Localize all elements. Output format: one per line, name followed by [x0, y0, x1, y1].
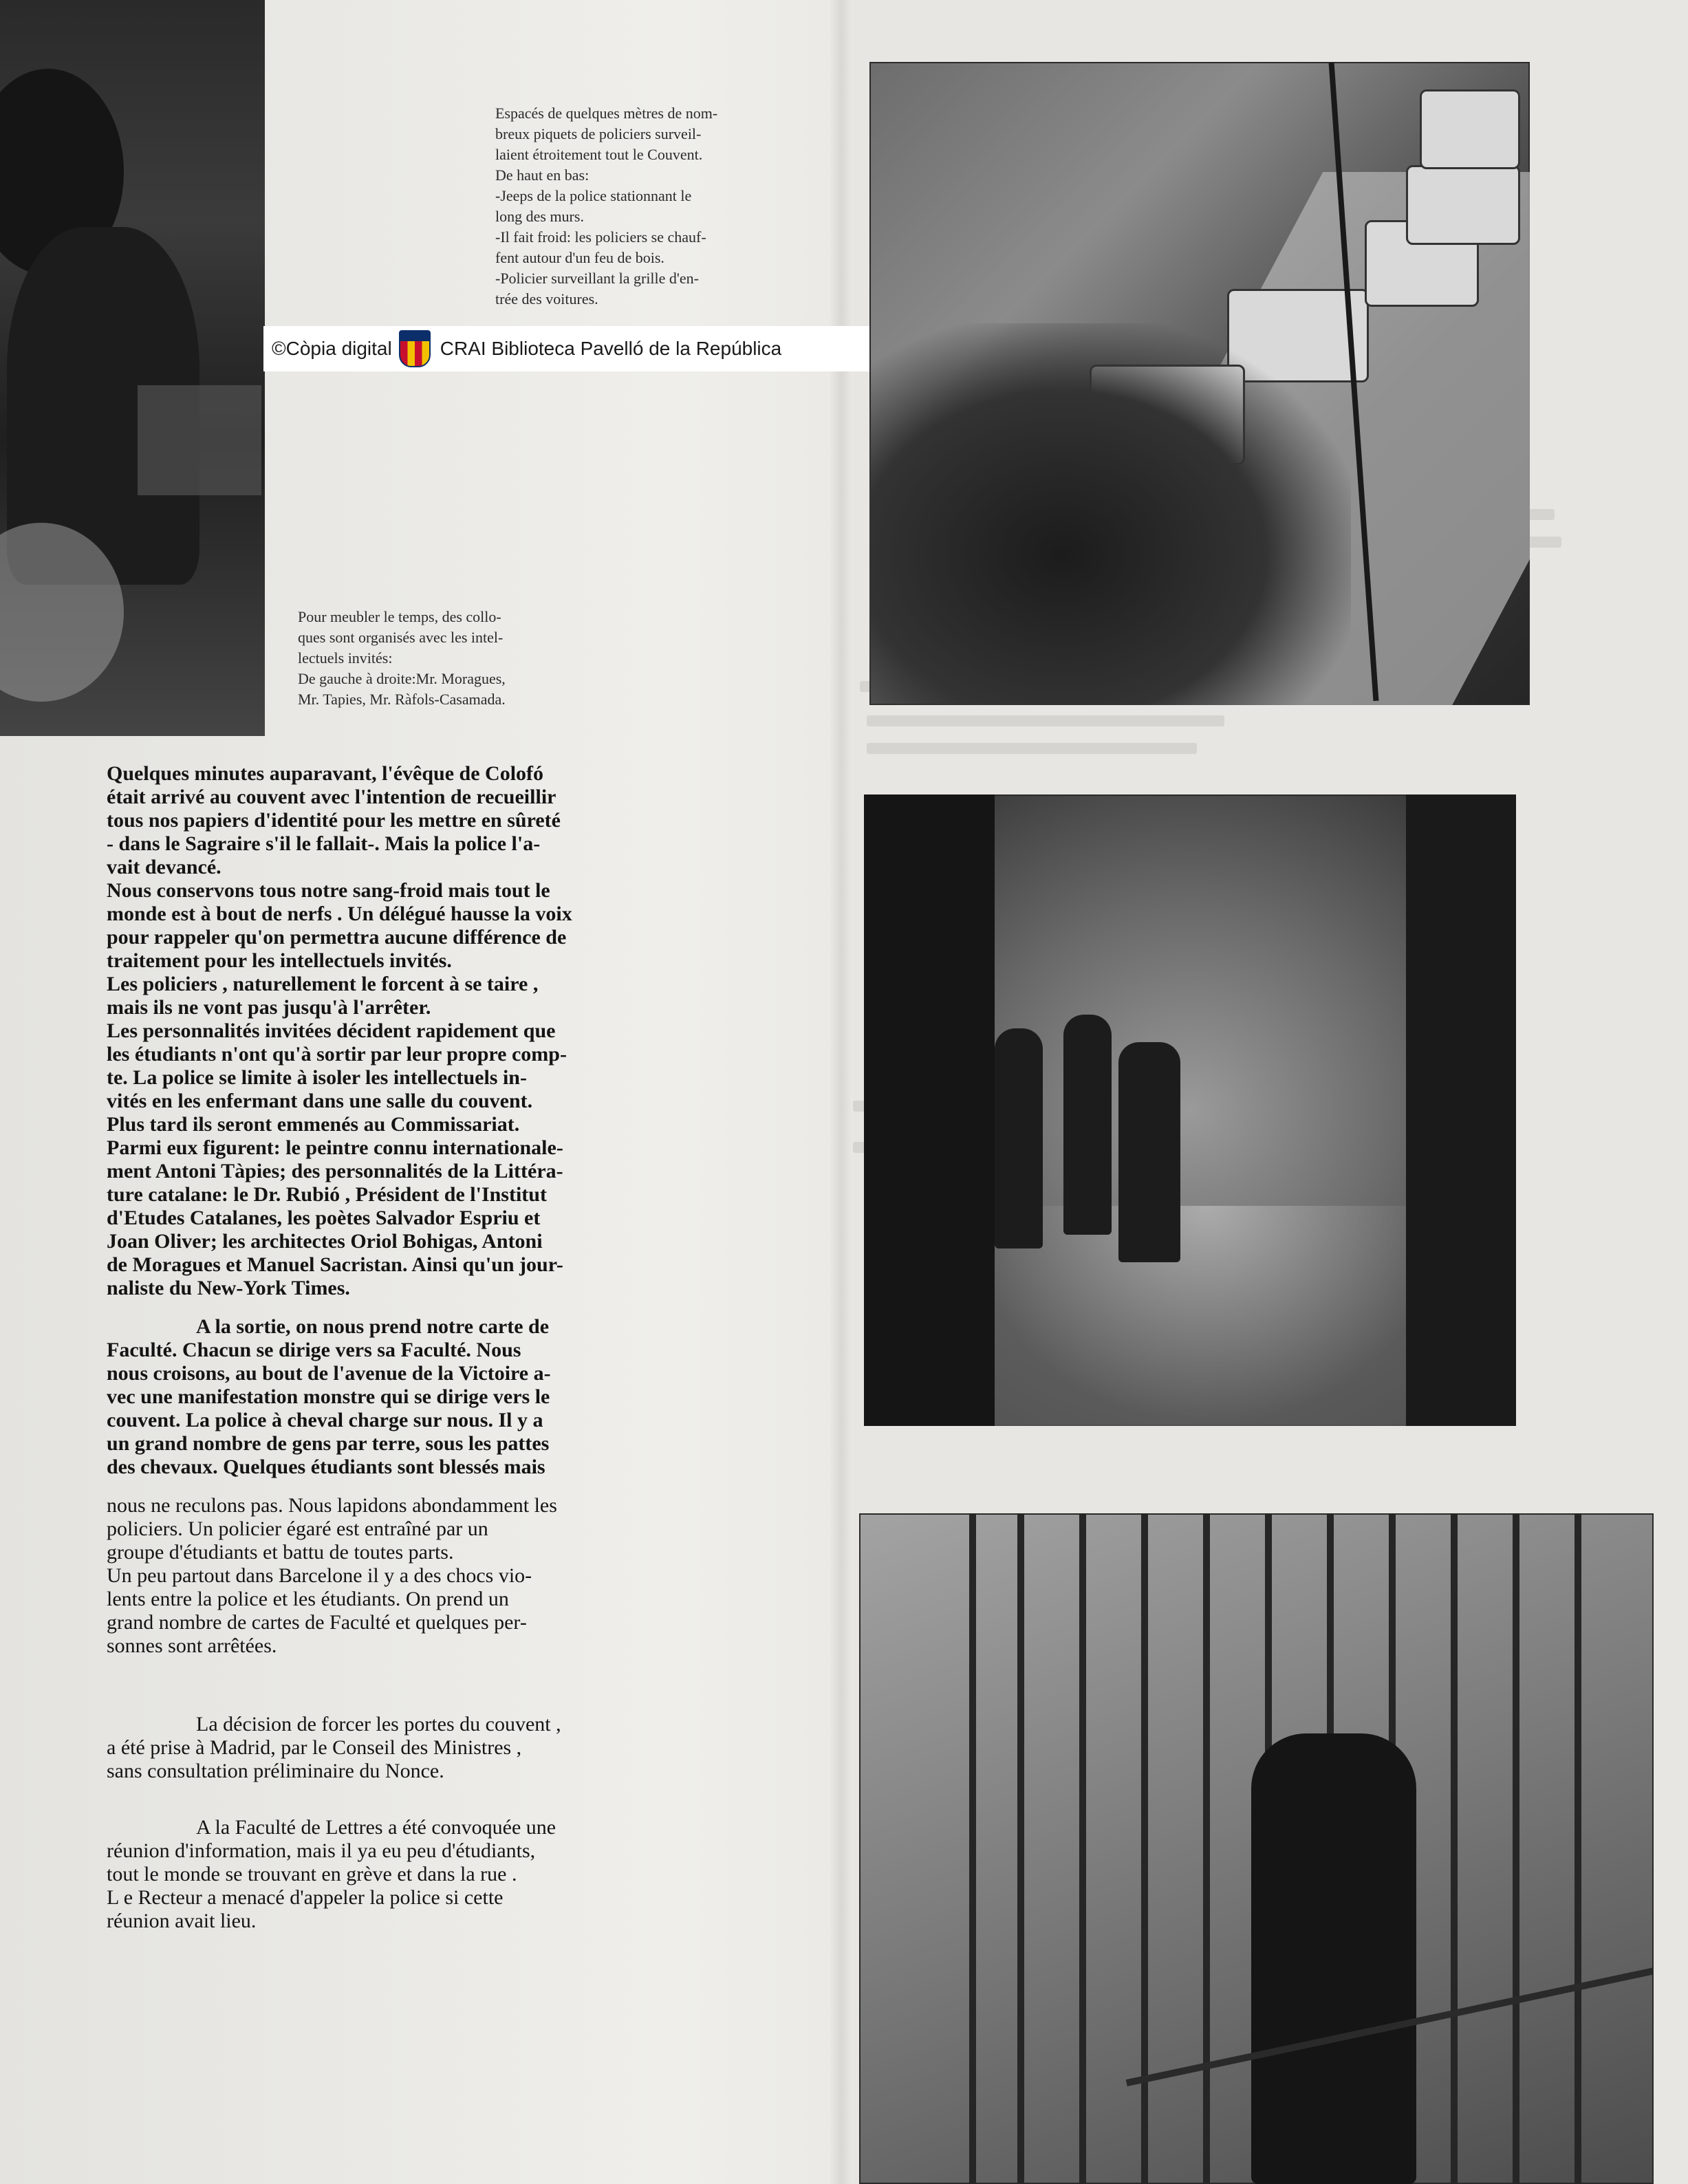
photo-police-jeeps	[869, 62, 1530, 705]
digital-copy-watermark	[263, 326, 877, 371]
photo-policeman-gate	[859, 1513, 1654, 2184]
paragraph-faculty: A la Faculté de Lettres a été convoquée une réunion d'information, mais il ya eu peu d'étudiants, tout le monde se trouvant en grève et dans la rue . L e Recteur a menacé d'appeler la police si cette réunion avait lieu.	[107, 1816, 556, 1932]
photo-police-fire	[864, 794, 1516, 1426]
paragraph-exit: A la sortie, on nous prend notre carte de Faculté. Chacun se dirige vers sa Faculté. Nous nous croisons, au bout de l'avenue de la Victoire a- vec une manifestation monstre qui se dirige vers le couvent. La police à cheval charge sur nous. Il y a un grand nombre de gens par terre, sous les pattes des chevaux. Quelques étudiants sont blessés mais	[107, 1315, 551, 1478]
watermark-copyright: ©Còpia digital	[272, 338, 392, 359]
paragraph-clashes: nous ne reculons pas. Nous lapidons abondamment les policiers. Un policier égaré est entraîné par un groupe d'étudiants et battu de toutes parts. Un peu partout dans Barcelone il y a des chocs vio- lents entre la police et les étudiants. On prend un grand nombre de cartes de Faculté et quelques per- sonnes sont arrêtées.	[107, 1494, 557, 1657]
caption-colloquium: Pour meubler le temps, des collo- ques sont organisés avec les intel- lectuels invités: De gauche à droite:Mr. Moragues, Mr. Tapies, Mr. Ràfols-Casamada.	[298, 608, 506, 708]
watermark-library: CRAI Biblioteca Pavelló de la República	[440, 338, 782, 359]
article-body	[107, 762, 767, 1933]
photo-colloquium	[0, 0, 265, 736]
caption-police-pickets: Espacés de quelques mètres de nom- breux piquets de policiers surveil- laient étroitement tout le Couvent. De haut en bas: -Jeeps de la police stationnant le long des murs. -Il fait froid: les policiers se chauf- fent autour d'un feu de bois. -Policier surveillant la grille d'en- trée des voitures.	[495, 105, 718, 307]
library-crest-icon	[399, 330, 431, 367]
paragraph-madrid: La décision de forcer les portes du couvent , a été prise à Madrid, par le Conseil des Ministres , sans consultation préliminaire du Nonce.	[107, 1713, 561, 1782]
paragraph-events: Quelques minutes auparavant, l'évêque de Colofó était arrivé au couvent avec l'intention de recueillir tous nos papiers d'identité pour les mettre en sûreté - dans le Sagraire s'il le fallait-. Mais la police l'a- vait devancé. Nous conservons tous notre sang-froid mais tout le monde est à bout de nerfs . Un délégué hausse la voix pour rappeler qu'on permettra aucune différence de traitement pour les intellectuels invités. Les policiers , naturellement le forcent à se taire , mais ils ne vont pas jusqu'à l'arrêter. Les personnalités invitées décident rapidement que les étudiants n'ont qu'à sortir par leur propre comp- te. La police se limite à isoler les intellectuels in- vités en les enfermant dans une salle du couvent. Plus tard ils seront emmenés au Commissariat. Parmi eux figurent: le peintre connu internationale- ment Antoni Tàpies; des personnalités de la Littéra- ture catalane: le Dr. Rubió , Président de l'Institut d'Etudes Catalanes, les poètes Salvador Espriu et Joan Oliver; les architectes Oriol Bohigas, Antoni de Moragues et Manuel Sacristan. Ainsi qu'un jour- naliste du New-York Times.	[107, 762, 572, 1299]
